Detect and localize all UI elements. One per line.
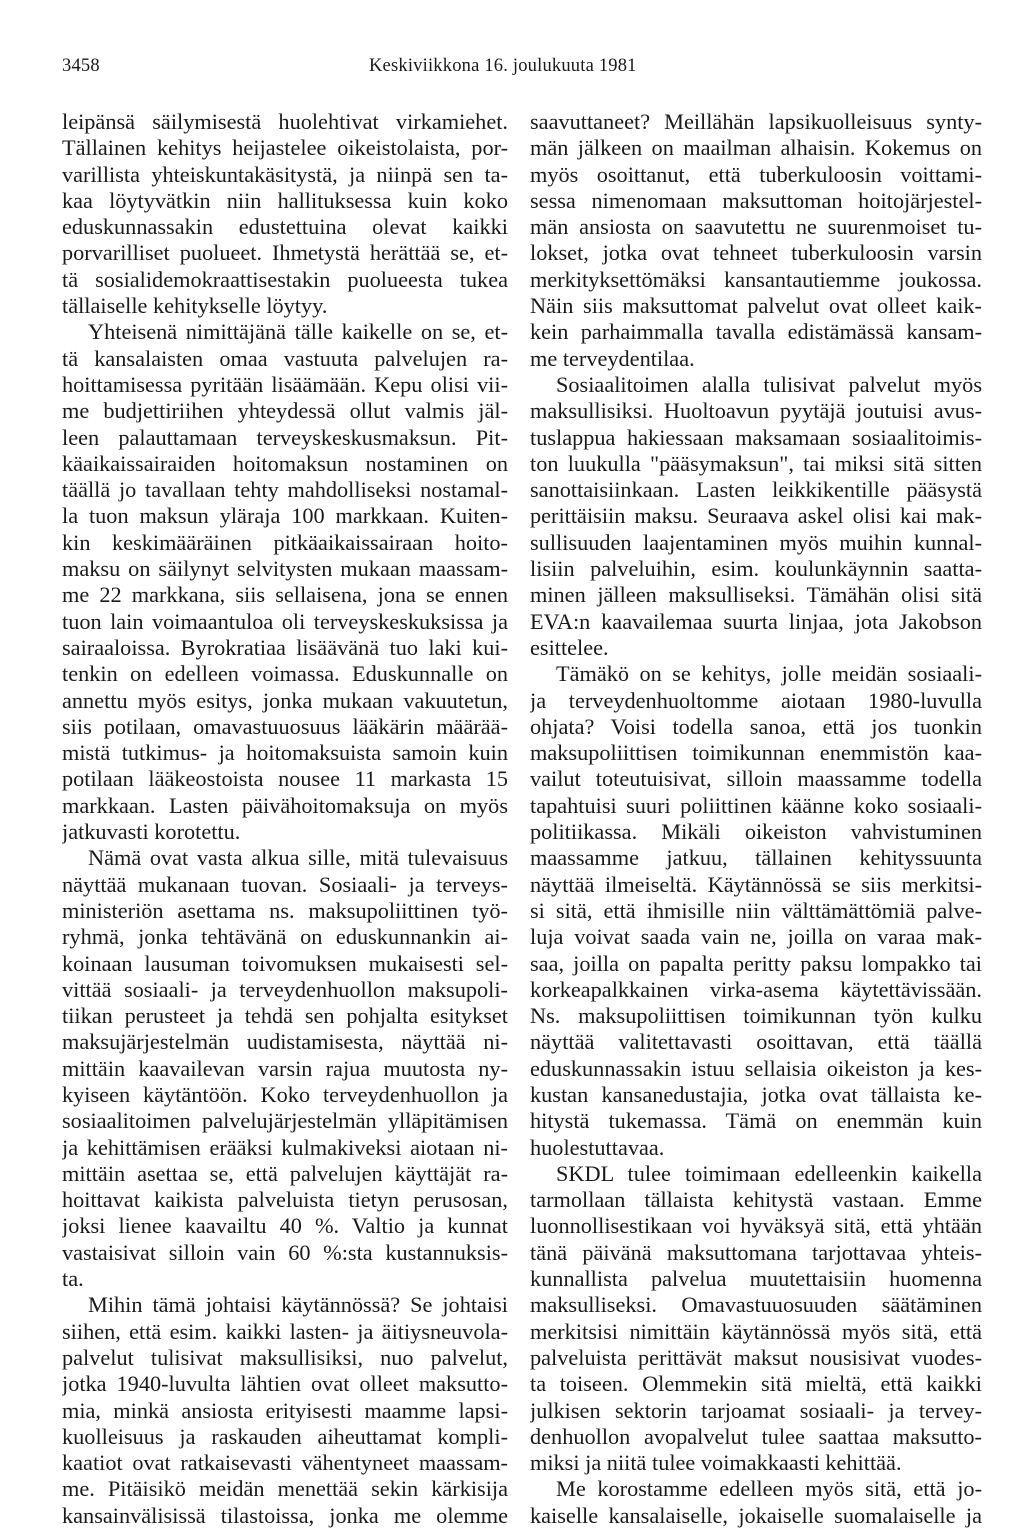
- text-line: jotka 1940-luvulta lähtien ovat olleet maksutto-: [62, 1371, 508, 1397]
- text-line: maksu on säilynyt selvitysten mukaan maassam-: [62, 556, 508, 582]
- text-line: luonnollisestikaan voi hyväksyä sitä, että yhtään: [530, 1213, 982, 1239]
- text-line: maksujärjestelmän uudistamisesta, näyttää ni-: [62, 1029, 508, 1055]
- text-line: kein parhaimmalla tavalla edistämässä kansam-: [530, 319, 982, 345]
- text-line: tiikan perusteet ja tehdä sen pohjalta esitykset: [62, 1003, 508, 1029]
- text-line: Yhteisenä nimittäjänä tälle kaikelle on se, et-: [88, 319, 508, 345]
- text-line: hoittavat kaikista palveluista tietyn perusosan,: [62, 1187, 508, 1213]
- text-line: kustan kansanedustajia, jotka ovat tällaista ke-: [530, 1081, 982, 1107]
- text-line: sullisuuden laajentaminen myös muihin kunnal-: [530, 529, 982, 555]
- text-line: käaikaissairaiden hoitomaksun nostaminen on: [62, 450, 508, 476]
- running-header-date: Keskiviikkona 16. joulukuuta 1981: [369, 56, 637, 76]
- text-line: tarmollaan tällaista kehitystä vastaan. Emme: [530, 1187, 982, 1213]
- text-line: eduskunnassakin istuu sellaisia oikeiston ja kes-: [530, 1055, 982, 1081]
- text-line: luja voivat saada vain ne, joilla on varaa mak-: [530, 924, 982, 950]
- text-line: me budjettiriihen yhteydessä ollut valmis jäl-: [62, 398, 508, 424]
- text-line: mittäin asettaa se, että palvelujen käyttäjät ra-: [62, 1160, 508, 1186]
- text-line: ryhmä, jonka tehtävänä on eduskunnankin ai-: [62, 924, 508, 950]
- text-line: EVA:n kaavailemaa suurta linjaa, jota Jakobson: [530, 608, 982, 634]
- text-line: joksi lienee kaavailtu 40 %. Valtio ja kunnat: [62, 1213, 508, 1239]
- text-line: Tämäkö on se kehitys, jolle meidän sosiaali-: [556, 661, 982, 687]
- text-line: ton luukulla "pääsymaksun", tai miksi sitä sitten: [530, 450, 982, 476]
- text-line: lisiin palveluihin, esim. koulunkäynnin saatta-: [530, 556, 982, 582]
- text-line: sairaaloissa. Byrokratiaa lisäävänä tuo laki kui-: [62, 634, 508, 660]
- text-line: palvelut tulisivat maksullisiksi, nuo palvelut,: [62, 1344, 508, 1370]
- text-line: varillista yhteiskuntakäsitystä, ja niinpä sen ta-: [62, 161, 508, 187]
- text-line: maassamme jatkuu, tällainen kehityssuunta: [530, 845, 982, 871]
- text-line: kunnallista palvelua muutettaisiin huomenna: [530, 1266, 982, 1292]
- text-line: tä sosialidemokraattisestakin puolueesta tukea: [62, 266, 508, 292]
- text-line: julkisen sektorin tarjoamat sosiaali- ja tervey-: [530, 1397, 982, 1423]
- text-line: kaa löytyvätkin niin hallituksessa kuin koko: [62, 187, 508, 213]
- text-line: koinaan lausuman toivomuksen mukaisesti sel-: [62, 950, 508, 976]
- text-line: esittelee.: [530, 634, 609, 660]
- text-line: näyttää mukanaan tuovan. Sosiaali- ja terveys-: [62, 871, 508, 897]
- text-line: lokset, jotka ovat tehneet tuberkuloosin varsin: [530, 240, 982, 266]
- text-line: potilaan lääkeostoista nousee 11 markasta 15: [62, 766, 508, 792]
- text-line: siis potilaan, omavastuuosuus lääkärin määrää-: [62, 713, 508, 739]
- text-line: kuolleisuus ja raskauden aiheuttamat kompli-: [62, 1423, 508, 1449]
- text-line: perittäisiin maksu. Seuraava askel olisi kai mak-: [530, 503, 982, 529]
- text-line: si sitä, että ihmisille niin välttämättömiä palve-: [530, 897, 982, 923]
- text-line: denhuollon avopalvelut tulee saattaa maksutto-: [530, 1423, 982, 1449]
- text-line: tällaiselle kehitykselle löytyy.: [62, 293, 328, 319]
- text-line: annettu myös esitys, jonka mukaan vakuutetun,: [62, 687, 508, 713]
- text-line: miksi ja niitä tulee voimakkaasti kehittää.: [530, 1450, 902, 1476]
- text-line: saa, joilla on papalta peritty paksu lompakko tai: [530, 950, 982, 976]
- text-line: la tuon maksun yläraja 100 markkaan. Kuiten-: [62, 503, 508, 529]
- right-text-column: [530, 109, 982, 1529]
- text-line: Ns. maksupoliittisen toimikunnan työn kulku: [530, 1003, 982, 1029]
- text-line: leen palauttamaan terveyskeskusmaksun. Pit-: [62, 424, 508, 450]
- text-line: porvarilliset puolueet. Ihmetystä herättää se, et-: [62, 240, 508, 266]
- text-line: tänä päivänä maksuttomana tarjottavaa yhteis-: [530, 1239, 982, 1265]
- text-line: leipänsä säilymisestä huolehtivat virkamiehet.: [62, 109, 508, 134]
- text-line: jatkuvasti korotettu.: [62, 819, 241, 845]
- text-line: män ansiosta on saavutettu ne suurenmoiset tu-: [530, 214, 982, 240]
- text-line: eduskunnassakin edustettuina olevat kaikki: [62, 214, 508, 240]
- text-line: näyttää ilmeiseltä. Käytännössä se siis merkitsi-: [530, 871, 982, 897]
- text-line: kansainvälisissä tilastoissa, jonka me olemme: [62, 1502, 508, 1528]
- text-line: Nämä ovat vasta alkua sille, mitä tulevaisuus: [88, 845, 508, 871]
- text-line: Mihin tämä johtaisi käytännössä? Se johtaisi: [88, 1292, 508, 1318]
- text-line: tuon lain voimaantuloa oli terveyskeskuksissa ja: [62, 608, 508, 634]
- text-line: palveluista perittävät maksut nousisivat vuodes-: [530, 1344, 982, 1370]
- text-line: myös osoittanut, että tuberkuloosin voittami-: [530, 161, 982, 187]
- text-line: huolestuttavaa.: [530, 1134, 665, 1160]
- text-line: tenkin on edelleen voimassa. Eduskunnalle on: [62, 661, 508, 687]
- text-line: täällä jo tavallaan tehty mahdolliseksi nostamal-: [62, 477, 508, 503]
- text-line: ohjata? Voisi todella sanoa, että jos tuonkin: [530, 713, 982, 739]
- text-line: tapahtuisi suuri poliittinen käänne koko sosiaali-: [530, 792, 982, 818]
- text-line: maksupoliittisen toimikunnan enemmistön kaa-: [530, 740, 982, 766]
- text-line: ministeriön asettama ns. maksupoliittinen työ-: [62, 897, 508, 923]
- text-line: näyttää valitettavasti osoittavan, että täällä: [530, 1029, 982, 1055]
- text-line: mittäin kaavailevan varsin rajua muutosta ny-: [62, 1055, 508, 1081]
- text-line: me terveydentilaa.: [530, 345, 695, 371]
- text-line: sanottaisiinkaan. Lasten leikkikentille pääsystä: [530, 477, 982, 503]
- text-line: ta toiseen. Olemmekin sitä mieltä, että kaikki: [530, 1371, 982, 1397]
- text-line: hoittamisessa pyritään lisäämään. Kepu olisi vii-: [62, 371, 508, 397]
- text-line: Näin siis maksuttomat palvelut ovat olleet kaik-: [530, 293, 982, 319]
- text-line: minen jälleen maksulliseksi. Tämähän olisi sitä: [530, 582, 982, 608]
- text-line: saavuttaneet? Meillähän lapsikuolleisuus synty-: [530, 109, 982, 134]
- text-line: hitystä tukemassa. Tämä on enemmän kuin: [530, 1108, 982, 1134]
- text-line: vastaisivat silloin vain 60 %:sta kustannuksis-: [62, 1239, 508, 1265]
- text-line: merkityksettömäksi kansantautiemme joukossa.: [530, 266, 982, 292]
- text-line: ja terveydenhuoltomme aiotaan 1980-luvulla: [530, 687, 982, 713]
- text-line: markkaan. Lasten päivähoitomaksuja on myös: [62, 792, 508, 818]
- text-line: maksulliseksi. Omavastuuosuuden säätäminen: [530, 1292, 982, 1318]
- text-line: sessa nimenomaan maksuttoman hoitojärjestel-: [530, 187, 982, 213]
- text-line: Me korostamme edelleen myös sitä, että jo-: [556, 1476, 982, 1502]
- text-line: merkitsisi nimittäin käytännössä myös sitä, että: [530, 1318, 982, 1344]
- text-line: Sosiaalitoimen alalla tulisivat palvelut myös: [556, 371, 982, 397]
- text-line: kaatiot ovat ratkaisevasti vähentyneet maassam-: [62, 1450, 508, 1476]
- text-line: me 22 markkana, siis sellaisena, jona se ennen: [62, 582, 508, 608]
- text-line: maksullisiksi. Huoltoavun pyytäjä joutuisi avus-: [530, 398, 982, 424]
- text-line: politiikassa. Mikäli oikeiston vahvistuminen: [530, 819, 982, 845]
- text-line: kyiseen käytäntöön. Koko terveydenhuollon ja: [62, 1081, 508, 1107]
- left-text-column: [62, 109, 508, 1529]
- text-line: kin keskimääräinen pitkäaikaissairaan hoito-: [62, 529, 508, 555]
- text-line: me. Pitäisikö meidän menettää sekin kärkisija: [62, 1476, 508, 1502]
- text-line: mia, minkä ansiosta erityisesti maamme lapsi-: [62, 1397, 508, 1423]
- text-line: tuslappua hakiessaan maksamaan sosiaalitoimis-: [530, 424, 982, 450]
- text-line: män jälkeen on maailman alhaisin. Kokemus on: [530, 135, 982, 161]
- text-line: ta.: [62, 1266, 84, 1292]
- page-number: 3458: [62, 56, 100, 76]
- text-line: vailut toteutuisivat, silloin maassamme todella: [530, 766, 982, 792]
- text-line: tä kansalaisten omaa vastuuta palvelujen ra-: [62, 345, 508, 371]
- text-line: Tällainen kehitys heijastelee oikeistolaista, por-: [62, 135, 508, 161]
- text-line: mistä tutkimus- ja hoitomaksuista samoin kuin: [62, 740, 508, 766]
- text-line: SKDL tulee toimimaan edelleenkin kaikella: [556, 1160, 982, 1186]
- text-line: ja kehittämisen erääksi kulmakiveksi aiotaan ni-: [62, 1134, 508, 1160]
- text-line: kaiselle kansalaiselle, jokaiselle suomalaiselle ja: [530, 1502, 982, 1528]
- text-line: siihen, että esim. kaikki lasten- ja äitiysneuvola-: [62, 1318, 508, 1344]
- text-line: sosiaalitoimen palvelujärjestelmän ylläpitämisen: [62, 1108, 508, 1134]
- text-line: korkeapalkkainen virka-asema käytettävissään.: [530, 976, 982, 1002]
- text-line: vittää sosiaali- ja terveydenhuollon maksupoli-: [62, 976, 508, 1002]
